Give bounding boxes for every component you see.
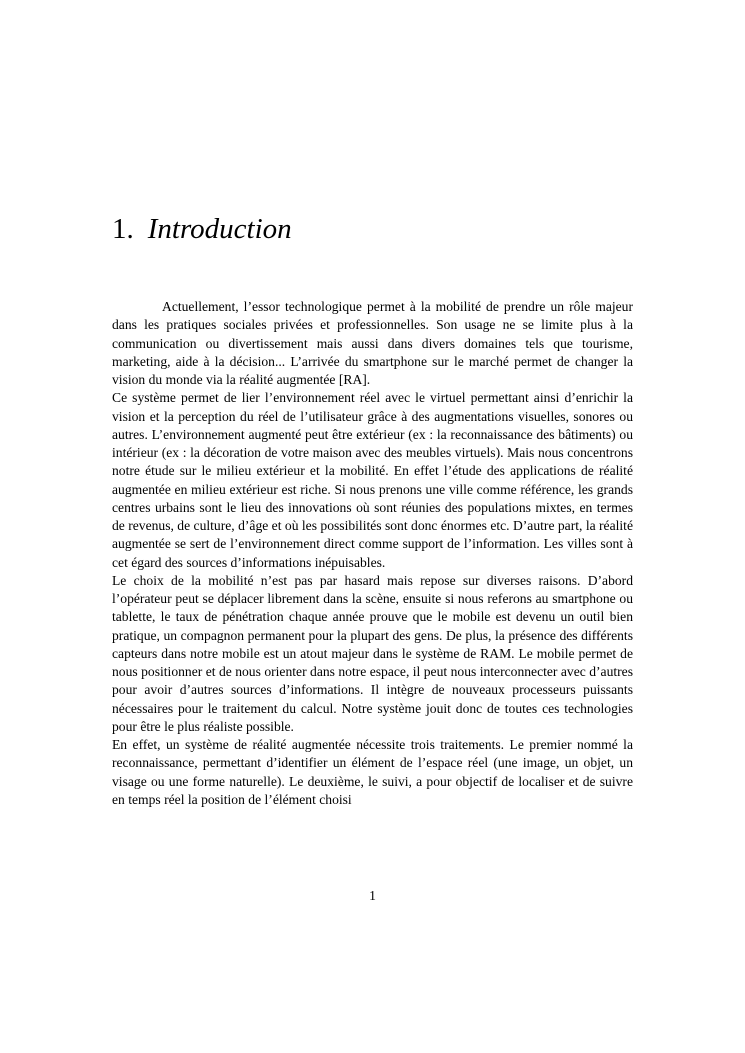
section-heading bbox=[112, 212, 292, 246]
paragraph: Ce système permet de lier l’environnement réel avec le virtuel permettant ainsi d’enrichir la vision et la perception du réel de l’utilisateur grâce à des augmentations visuelles, sonores ou autres. L’environnement augmenté peut être extérieur (ex : la reconnaissance des bâtiments) ou intérieur (ex : la décoration de votre maison avec des meubles virtuels). Mais nous concentrons notre étude sur le milieu extérieur et la mobilité. En effet l’étude des applications de réalité augmentée en milieu extérieur est riche. Si nous prenons une ville comme référence, les grands centres urbains sont le lieu des innovations où sont réunies des populations mixtes, en termes de revenus, de culture, d’âge et où les possibilités sont donc énormes etc. D’autre part, la réalité augmentée se sert de l’environnement direct comme support de l’information. Les villes sont à cet égard des sources d’informations inépuisables. bbox=[112, 390, 633, 570]
page-number: 1 bbox=[369, 888, 376, 903]
paragraph: En effet, un système de réalité augmentée nécessite trois traitements. Le premier nommé la reconnaissance, permettant d’identifier un élément de l’espace réel (une image, un objet, un visage ou une forme naturelle). Le deuxième, le suivi, a pour objectif de localiser et de suivre en temps réel la position de l’élément choisi bbox=[112, 737, 633, 807]
section-number: 1. bbox=[112, 213, 134, 245]
section-title: Introduction bbox=[147, 213, 292, 245]
body-text bbox=[112, 298, 633, 809]
paragraph: Le choix de la mobilité n’est pas par hasard mais repose sur diverses raisons. D’abord l’opérateur peut se déplacer librement dans la scène, ensuite si nous referons au smartphone ou tablette, le taux de pénétration chaque année prouve que le mobile est devenu un outil bien pratique, un compagnon permanent pour la plupart des gens. De plus, la présence des différents capteurs dans notre mobile est un atout majeur dans le système de RAM. Le mobile permet de nous positionner et de nous orienter dans notre espace, il peut nous interconnecter avec d’autres pour avoir d’autres sources d’informations. Il intègre de nouveaux processeurs puissants nécessaires pour le traitement du calcul. Notre système jouit donc de toutes ces technologies pour être le plus réaliste possible. bbox=[112, 572, 633, 734]
paragraph: Actuellement, l’essor technologique permet à la mobilité de prendre un rôle majeur dans les pratiques sociales privées et professionnelles. Son usage ne se limite plus à la communication ou divertissement mais aussi dans divers domaines tels que tourisme, marketing, aide à la décision... L’arrivée du smartphone sur le marché permet de changer la vision du monde via la réalité augmentée [RA]. bbox=[112, 299, 633, 387]
